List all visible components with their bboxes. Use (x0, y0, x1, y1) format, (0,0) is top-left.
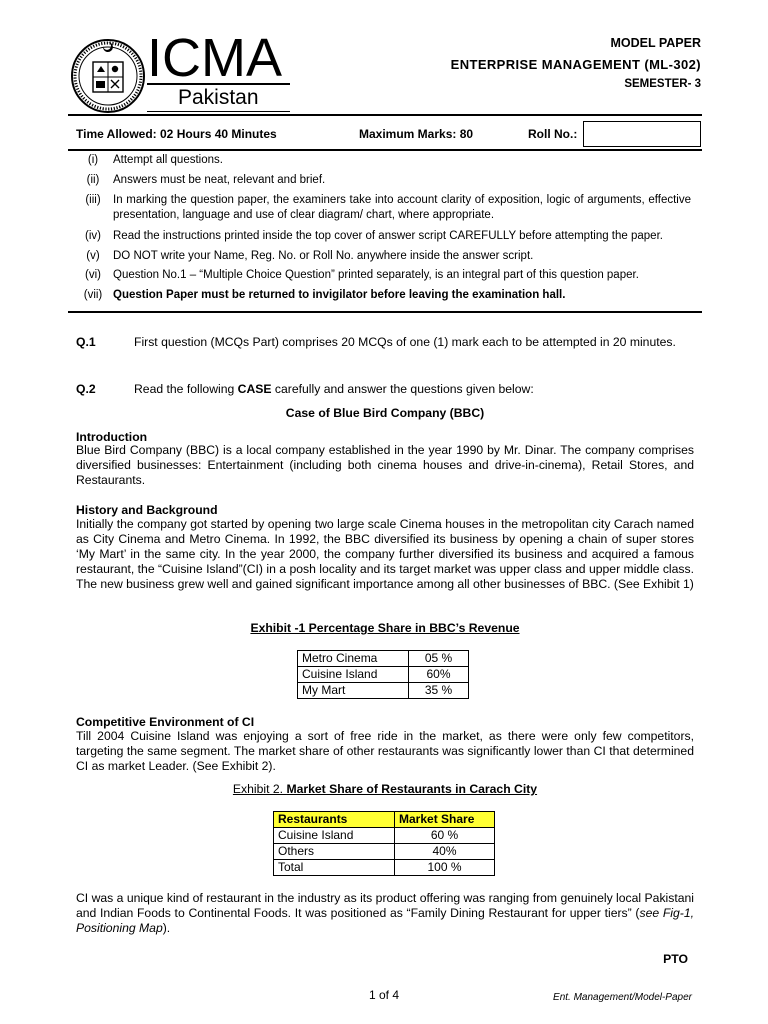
table-header-cell (274, 812, 395, 828)
table-row (274, 844, 495, 860)
q2-text-bold: CASE (237, 382, 272, 396)
table-cell: Metro Cinema (298, 651, 409, 667)
table-cell: My Mart (298, 683, 409, 699)
roll-no-label: Roll No.: (528, 127, 578, 141)
icma-seal-logo (70, 38, 146, 114)
subject-title (451, 57, 701, 72)
instructions-bottom-divider (68, 311, 702, 313)
semester-label: SEMESTER- 3 (624, 78, 701, 90)
table-cell: 40% (395, 844, 495, 860)
instruction-text: Question Paper must be returned to invigilator before leaving the examination hall. (113, 289, 566, 301)
introduction-text: Blue Bird Company (BBC) is a local company established in the year 1990 by Mr. Dinar. The company comprises diversified businesses: Entertainment (including both cinema houses and drive-in-cinema), Retail Stores, and Restaurants. (76, 443, 694, 487)
instruction-number: (ii) (86, 174, 100, 186)
subject-code: ML-302 (649, 57, 697, 72)
instruction-text: Answers must be neat, relevant and brief. (113, 174, 326, 186)
time-allowed: Time Allowed: 02 Hours 40 Minutes (76, 127, 277, 141)
table-row (298, 651, 469, 667)
closing-text (76, 891, 694, 936)
instruction-number: (vi) (85, 269, 101, 281)
footer-reference: Ent. Management/Model-Paper (553, 992, 692, 1003)
maximum-marks: Maximum Marks: 80 (359, 127, 474, 141)
table-row (298, 683, 469, 699)
question-1-number: Q.1 (76, 335, 96, 349)
instructions-top-divider (68, 149, 702, 151)
table-cell: 05 % (409, 651, 469, 667)
model-paper-label: MODEL PAPER (610, 36, 701, 50)
subject-prefix: ENTERPRISE MANAGEMENT ( (450, 57, 650, 72)
table-cell: 60% (409, 667, 469, 683)
table-cell: 100 % (395, 860, 495, 876)
table-row (274, 828, 495, 844)
table-row (274, 860, 495, 876)
history-text: Initially the company got started by opening two large scale Cinema houses in the metropolitan city Carach named as City Cinema and Metro Cinema. In 1992, the BBC diversified its business by opening a chain of super stores ‘My Mart’ in the same city. In the year 2000, the company further diversified its business and acquired a famous restaurant, the “Cuisine Island”(CI) in a posh locality and its target market was upper class and upper middle class. The new business grew well and gained significant importance among all other businesses of BBC. (See Exhibit 1) (76, 517, 694, 591)
table-cell: 35 % (409, 683, 469, 699)
header-text: Restaurants (278, 812, 348, 826)
question-1-text: First question (MCQs Part) comprises 20 MCQs of one (1) mark each to be attempted in 20 minutes. (134, 335, 676, 349)
table-cell: Others (274, 844, 395, 860)
instruction-number: (v) (86, 250, 100, 262)
table-header-row (274, 812, 495, 828)
logo-rule (147, 83, 290, 85)
table-cell: Cuisine Island (298, 667, 409, 683)
exhibit-2-prefix: Exhibit 2. (232, 782, 287, 796)
table-cell: Cuisine Island (274, 828, 395, 844)
logo-subtext: Pakistan (178, 86, 259, 109)
subject-suffix: ) (696, 57, 701, 72)
question-2-number: Q.2 (76, 382, 96, 396)
q2-text-after: carefully and answer the questions given below: (271, 382, 534, 396)
header-divider (68, 114, 702, 116)
roll-no-field[interactable] (583, 121, 701, 147)
instruction-number: (iii) (85, 194, 101, 206)
table-cell: 60 % (395, 828, 495, 844)
table-row (298, 667, 469, 683)
exhibit-1-table (297, 650, 469, 699)
instruction-text: In marking the question paper, the examiners take into account clarity of exposition, logic of arguments, effective presentation, language and use of clear diagram/ chart, where appropriate. (113, 194, 691, 221)
introduction-heading: Introduction (76, 430, 148, 444)
case-title: Case of Blue Bird Company (BBC) (285, 406, 485, 420)
table-cell: Total (274, 860, 395, 876)
logo-text: ICMA (147, 28, 282, 88)
exhibit-2-table (273, 811, 495, 876)
exhibit-1-title: Exhibit -1 Percentage Share in BBC’s Revenue (250, 621, 520, 635)
closing-before: CI was a unique kind of restaurant in the industry as its product offering was ranging from genuinely local Pakistani and Indian Foods to Continental Foods. It was positioned as “Family Dining Restaurant for upper tiers” ( (76, 891, 694, 920)
pto-label: PTO (663, 952, 688, 966)
instruction-number: (i) (87, 154, 99, 166)
q2-text-before: Read the following (134, 382, 238, 396)
history-heading: History and Background (76, 503, 218, 517)
exhibit-2-main: Market Share of Restaurants in Carach City (286, 782, 538, 796)
competitive-heading: Competitive Environment of CI (76, 715, 255, 729)
competitive-text: Till 2004 Cuisine Island was enjoying a sort of free ride in the market, as there were only few competitors, targeting the same segment. The market share of other restaurants was significantly lower than CI that determined CI as market Leader. (See Exhibit 2). (76, 729, 694, 773)
closing-italic: see Fig-1, Positioning Map (76, 906, 694, 935)
logo-rule (147, 111, 290, 112)
exhibit-2-title (68, 782, 702, 797)
instruction-number: (vii) (83, 289, 103, 301)
closing-after: ). (162, 921, 171, 935)
instruction-text: Attempt all questions. (113, 154, 223, 166)
table-header-cell (395, 812, 495, 828)
header-text: Market Share (399, 812, 475, 826)
page-number: 1 of 4 (368, 988, 400, 1002)
instruction-number: (iv) (85, 230, 101, 242)
instruction-text: Read the instructions printed inside the top cover of answer script CAREFULLY before attempting the paper. (113, 230, 663, 242)
instruction-text: Question No.1 – “Multiple Choice Question” printed separately, is an integral part of this question paper. (113, 269, 639, 281)
question-2-text (134, 382, 694, 397)
instruction-text: DO NOT write your Name, Reg. No. or Roll No. anywhere inside the answer script. (113, 250, 534, 262)
